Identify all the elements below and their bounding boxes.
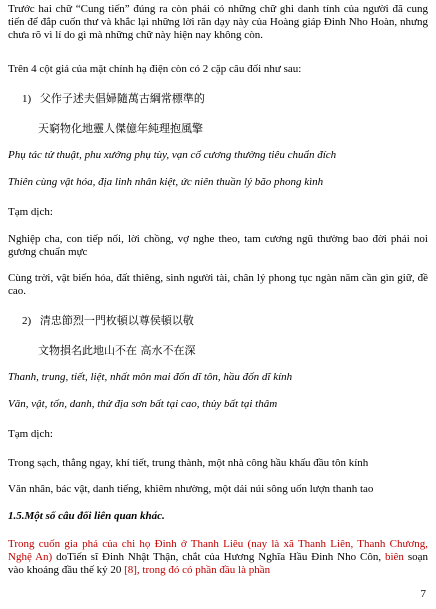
intro-paragraph: Trước hai chữ “Cung tiến” đúng ra còn phải có những chữ ghi danh tính của người đã cung tiến để đắp cuốn thư và khắc lại những lời răn dạy này của Hoàng giáp Đinh Nho Hoàn, nhưng chưa rõ vì lí do gì mà những chữ này hiện nay không còn. bbox=[8, 3, 428, 41]
last-paragraph-red-2: biên bbox=[384, 551, 404, 563]
section-heading: 1.5.Một số câu đối liên quan khác. bbox=[8, 510, 165, 522]
pair2-translation-line1: Trong sạch, thẳng ngay, khí tiết, trung thành, một nhà công hầu khấu đầu tôn kính bbox=[8, 457, 369, 469]
pair2-han-text1: 清忠節烈一門枚頓以尊侯頓以敬 bbox=[39, 314, 194, 327]
pair1-label: 1) bbox=[22, 93, 32, 105]
last-paragraph-red-3: [8], trong đó có phần đầu là phần bbox=[124, 564, 271, 576]
pair1-translation-line1: Nghiệp cha, con tiếp nối, lời chồng, vợ nghe theo, tam cương ngũ thường bao đời phải noi gương chuẩn mực bbox=[8, 233, 428, 258]
pair2-viet-line2: Văn, vật, tốn, danh, thử địa sơn bất tại cao, thủy bất tại thâm bbox=[8, 398, 278, 410]
last-paragraph-red-1: Trong cuốn gia phả của chi họ Đinh ở Thanh Liêu (nay là xã Thanh Liên, Thanh Chương, Nghệ An) bbox=[8, 538, 428, 563]
pair1-han-line1 bbox=[22, 92, 436, 106]
pair2-han-line2: 文物損名此地山不在 高水不在深 bbox=[38, 344, 196, 357]
pair1-han-line2: 天窮物化地靈人傑億年純理抱風擎 bbox=[38, 122, 203, 135]
pair1-translation-line2: Cùng trời, vật biến hóa, đất thiêng, sinh người tài, chân lý phong tục ngàn năm cần gìn giữ, đề cao. bbox=[8, 272, 428, 297]
pair2-viet-line1: Thanh, trung, tiết, liệt, nhất môn mai đốn dĩ tôn, hầu đốn dĩ kính bbox=[8, 371, 293, 383]
pair2-label: 2) bbox=[22, 315, 32, 327]
pair1-viet-line1: Phụ tác tử thuật, phu xướng phụ tùy, vạn cổ cương thường tiêu chuẩn đích bbox=[8, 149, 337, 161]
page-number: 7 bbox=[420, 588, 426, 600]
pair1-translation-title: Tạm dịch: bbox=[8, 206, 53, 218]
last-paragraph bbox=[8, 538, 428, 577]
pairs-intro: Trên 4 cột giả của mặt chính hạ điện còn có 2 cặp câu đối như sau: bbox=[8, 63, 302, 75]
last-paragraph-black-1: doTiến sĩ Đinh Nhật Thận, chắt của Hương Nghĩa Hầu Đinh Nho Côn, bbox=[52, 551, 385, 563]
pair2-translation-title: Tạm dịch: bbox=[8, 428, 53, 440]
pair2-translation-line2: Văn nhân, bác vật, danh tiếng, khiêm nhường, một dải núi sông uốn lượn thanh tao bbox=[8, 483, 374, 495]
pair1-han-text1: 父作子述夫倡婦隨萬古綱常標準的 bbox=[39, 92, 205, 105]
pair2-han-line1 bbox=[22, 314, 436, 328]
pair1-viet-line2: Thiên cùng vật hóa, địa linh nhân kiệt, ức niên thuần lý bão phong kình bbox=[8, 176, 324, 188]
last-paragraph-black-2: soạn vào khoảng đầu thế kỷ 20 bbox=[8, 551, 428, 576]
